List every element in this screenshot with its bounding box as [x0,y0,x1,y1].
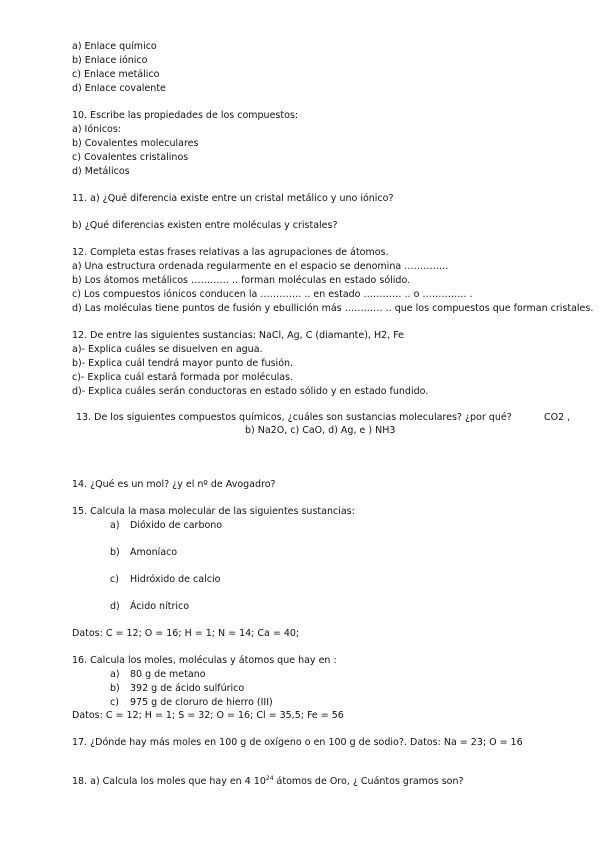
q10-item-a: a) Iónicos: [72,124,122,135]
q12a-title: 12. Completa estas frases relativas a las agrupaciones de átomos. [72,247,389,258]
q16-item-c-text: 975 g de cloruro de hierro (III) [130,697,273,708]
q16-data: Datos: C = 12; H = 1; S = 32; O = 16; Cl = 35,5; Fe = 56 [72,710,344,721]
q15-item-d-text: Ácido nítrico [130,601,190,612]
q18-text-post: átomos de Oro, ¿ Cuántos gramos son? [273,776,464,787]
q15-item-b-label: b) [110,547,120,558]
q12b-item-d: d)- Explica cuáles serán conductoras en estado sólido y en estado fundido. [72,386,429,397]
q13-line1: 13. De los siguientes compuestos químicos, ¿cuáles son sustancias moleculares? ¿por qué? [76,412,512,423]
q18-exponent: 24 [265,775,274,782]
q9-option-d: d) Enlace covalente [72,83,166,94]
q9-option-b: b) Enlace iónico [72,55,148,66]
q16-item-b-label: b) [110,683,120,694]
q12a-item-a: a) Una estructura ordenada regularmente en el espacio se denomina ………….. [72,261,449,272]
q14-text: 14. ¿Qué es un mol? ¿y el nº de Avogadro? [72,479,276,490]
q15-item-a-text: Dióxido de carbono [130,520,223,531]
q16-item-a-label: a) [110,669,120,680]
q9-option-c: c) Enlace metálico [72,69,160,80]
q13-line2: b) Na2O, c) CaO, d) Ag, e ) NH3 [245,425,396,436]
q10-title: 10. Escribe las propiedades de los compuestos: [72,110,299,121]
q11-b: b) ¿Qué diferencias existen entre moléculas y cristales? [72,220,338,231]
q9-option-a: a) Enlace químico [72,41,157,52]
q16-item-a-text: 80 g de metano [130,669,206,680]
q16-title: 16. Calcula los moles, moléculas y átomos que hay en : [72,655,337,666]
q15-item-c-text: Hidróxido de calcio [130,574,221,585]
q15-item-d-label: d) [110,601,120,612]
q15-data: Datos: C = 12; O = 16; H = 1; N = 14; Ca = 40; [72,628,300,639]
q18-text-pre: 18. a) Calcula los moles que hay en 4 10 [72,776,266,787]
q10-item-b: b) Covalentes moleculares [72,138,199,149]
q12a-item-c: c) Los compuestos iónicos conducen la …………. .. en estado ………… .. o ………….. . [72,289,473,300]
q16-item-c-label: c) [110,697,119,708]
q17-text: 17. ¿Dónde hay más moles en 100 g de oxígeno o en 100 g de sodio?. [72,737,407,748]
q12a-item-d: d) Las moléculas tiene puntos de fusión y ebullición más ………… .. que los compuestos que forman cristales. [72,303,594,314]
q12b-title: 12. De entre las siguientes sustancias: NaCl, Ag, C (diamante), H2, Fe [72,330,405,341]
q16-item-b-text: 392 g de ácido sulfúrico [130,683,245,694]
q18-text [72,776,464,788]
q12b-item-a: a)- Explica cuáles se disuelven en agua. [72,344,263,355]
q11-a: 11. a) ¿Qué diferencia existe entre un cristal metálico y uno iónico? [72,193,394,204]
q15-title: 15. Calcula la masa molecular de las siguientes sustancias: [72,506,355,517]
q13-line1-right: CO2 , [544,412,571,423]
q12a-item-b: b) Los átomos metálicos ………… .. forman moléculas en estado sólido. [72,275,411,286]
q10-item-c: c) Covalentes cristalinos [72,152,189,163]
q12b-item-b: b)- Explica cuál tendrá mayor punto de fusión. [72,358,294,369]
q15-item-c-label: c) [110,574,119,585]
q17-data: Datos: Na = 23; O = 16 [410,737,523,748]
q15-item-b-text: Amoníaco [130,547,178,558]
q10-item-d: d) Metálicos [72,166,130,177]
q15-item-a-label: a) [110,520,120,531]
q12b-item-c: c)- Explica cuál estará formada por moléculas. [72,372,294,383]
